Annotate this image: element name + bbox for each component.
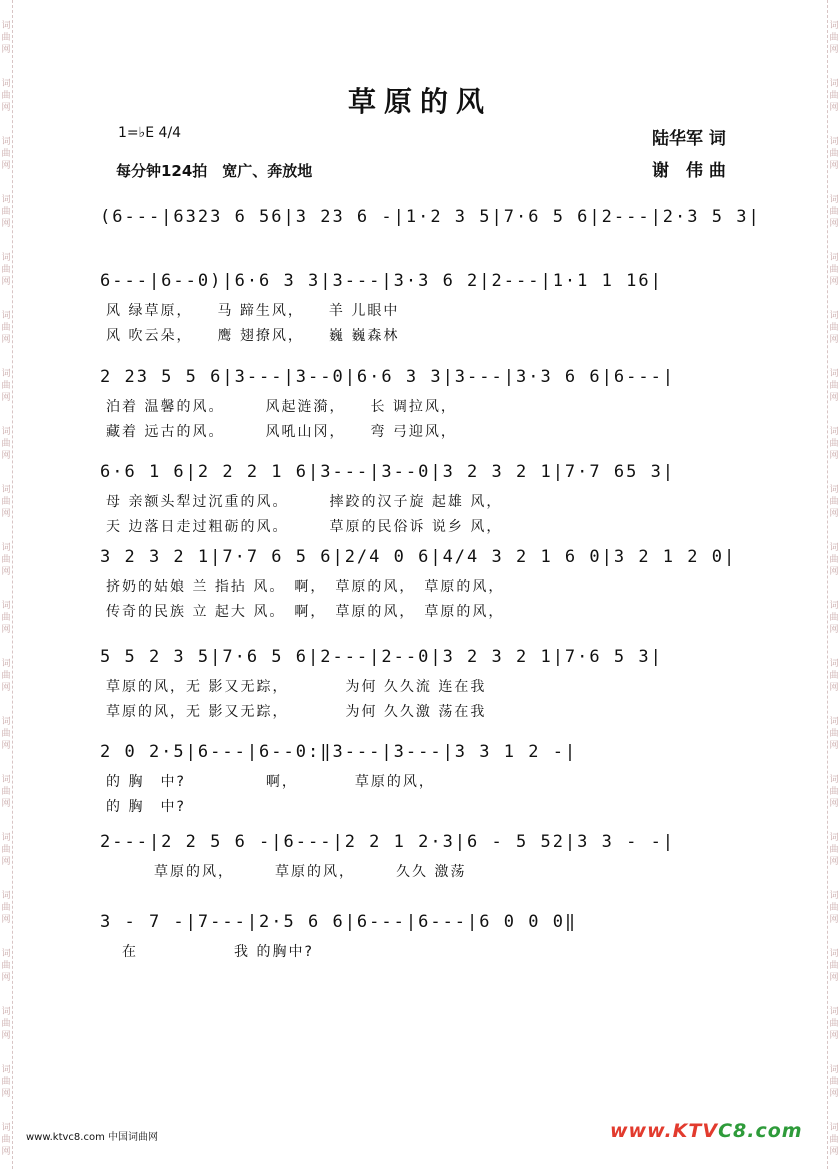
lyric-verse-1: 草原的风，无 影又无踪， 为何 久久流 连在我 [106,679,487,695]
notation-line: 2 23 5 5 6|3---|3--0|6·6 3 3|3---|3·3 6 6|6---| [100,367,676,387]
key-signature: 1=♭E 4/4 [118,125,182,141]
side-watermark: 词 曲 网 [1,717,11,751]
lyric-verse-1: 泊着 温馨的风。 风起涟漪， 长 调拉风， [106,399,457,415]
footer-logo-part-a: www.KTV [610,1120,719,1142]
side-watermark: 词 曲 网 [1,1007,11,1041]
lyric-verse-1: 在 我 的胸中? [106,944,314,960]
lyric-verse-2: 草原的风，无 影又无踪， 为何 久久激 荡在我 [106,704,487,720]
score-system [100,264,760,298]
notation-line: 3 2 3 2 1|7·7 6 5 6|2/4 0 6|4/4 3 2 1 6 0|3 2 1 2 0| [100,547,737,567]
side-watermark: 词 曲 网 [829,427,839,461]
side-watermark: 词 曲 网 [829,775,839,809]
side-watermark: 词 曲 网 [829,601,839,635]
side-watermark: 词 曲 网 [829,949,839,983]
side-watermark: 词 曲 网 [829,253,839,287]
side-watermark: 词 曲 网 [829,311,839,345]
score-system [100,825,760,859]
lyric-verse-1: 草原的风， 草原的风， 久久 激荡 [106,864,467,880]
score-system [100,200,760,234]
notation-line: 6---|6--0)|6·6 3 3|3---|3·3 6 2|2---|1·1 1 16| [100,271,663,291]
side-watermark: 词 曲 网 [1,21,11,55]
side-watermark: 词 曲 网 [829,833,839,867]
score-system [100,360,760,394]
side-watermark: 词 曲 网 [829,717,839,751]
notation-line: (6---|6323 6 56|3 23 6 -|1·2 3 5|7·6 5 6|2---|2·3 5 3| [100,207,761,227]
footer-logo [610,1120,803,1142]
side-watermark: 词 曲 网 [1,195,11,229]
side-watermark: 词 曲 网 [1,369,11,403]
lyric-verse-1: 母 亲额头犁过沉重的风。 摔跤的汉子旋 起雄 风， [106,494,503,510]
notation-line: 2---|2 2 5 6 -|6---|2 2 1 2·3|6 - 5 52|3 3 - -| [100,832,676,852]
notation-line: 2 0 2·5|6---|6--0:‖3---|3---|3 3 1 2 -| [100,742,578,762]
footer-site-label: www.ktvc8.com 中国词曲网 [26,1132,159,1143]
side-watermark: 词 曲 网 [829,485,839,519]
lyric-verse-1: 风 绿草原， 马 蹄生风， 羊 儿眼中 [106,303,400,319]
side-watermark: 词 曲 网 [829,369,839,403]
score-system [100,640,760,674]
side-watermark: 词 曲 网 [829,79,839,113]
side-watermark: 词 曲 网 [1,253,11,287]
composer-credit: 谢 伟 曲 [652,161,726,181]
lyric-verse-2: 天 边落日走过粗砺的风。 草原的民俗诉 说乡 风， [106,519,503,535]
side-watermark: 词 曲 网 [1,1065,11,1099]
right-margin-strip [827,0,840,1169]
side-watermark: 词 曲 网 [1,485,11,519]
side-watermark: 词 曲 网 [1,79,11,113]
side-watermark: 词 曲 网 [829,21,839,55]
lyricist-credit: 陆华军 词 [652,129,726,149]
side-watermark: 词 曲 网 [1,833,11,867]
lyric-verse-2: 传奇的民族 立 起大 风。 啊， 草原的风， 草原的风， [106,604,505,620]
lyric-verse-2: 藏着 远古的风。 风吼山冈， 弯 弓迎风， [106,424,457,440]
footer-logo-part-b: C8.com [718,1120,803,1142]
left-margin-strip [0,0,13,1169]
side-watermark: 词 曲 网 [1,949,11,983]
side-watermark: 词 曲 网 [1,601,11,635]
side-watermark: 词 曲 网 [1,543,11,577]
tempo-marking: 每分钟124拍 宽广、奔放地 [116,162,313,180]
side-watermark: 词 曲 网 [829,891,839,925]
side-watermark: 词 曲 网 [1,311,11,345]
side-watermark: 词 曲 网 [829,1007,839,1041]
side-watermark: 词 曲 网 [829,1123,839,1157]
side-watermark: 词 曲 网 [1,775,11,809]
notation-line: 3 - 7 -|7---|2·5 6 6|6---|6---|6 0 0 0‖ [100,912,578,932]
side-watermark: 词 曲 网 [829,659,839,693]
score-system [100,455,760,489]
side-watermark: 词 曲 网 [1,659,11,693]
side-watermark: 词 曲 网 [829,195,839,229]
lyric-verse-2: 的 胸 中? [106,799,186,815]
score-system [100,540,760,574]
song-title: 草原的风 [347,85,492,118]
side-watermark: 词 曲 网 [829,137,839,171]
side-watermark: 词 曲 网 [1,137,11,171]
lyric-verse-1: 的 胸 中? 啊， 草原的风， [106,774,435,790]
notation-line: 6·6 1 6|2 2 2 1 6|3---|3--0|3 2 3 2 1|7·7 65 3| [100,462,676,482]
side-watermark: 词 曲 网 [829,543,839,577]
score-system [100,905,760,939]
lyric-verse-1: 挤奶的姑娘 兰 指拈 风。 啊， 草原的风， 草原的风， [106,579,505,595]
side-watermark: 词 曲 网 [829,1065,839,1099]
score-system [100,735,760,769]
side-watermark: 词 曲 网 [1,891,11,925]
side-watermark: 词 曲 网 [1,1123,11,1157]
lyric-verse-2: 风 吹云朵， 鹰 翅撩风， 巍 巍森林 [106,328,400,344]
notation-line: 5 5 2 3 5|7·6 5 6|2---|2--0|3 2 3 2 1|7·6 5 3| [100,647,663,667]
side-watermark: 词 曲 网 [1,427,11,461]
